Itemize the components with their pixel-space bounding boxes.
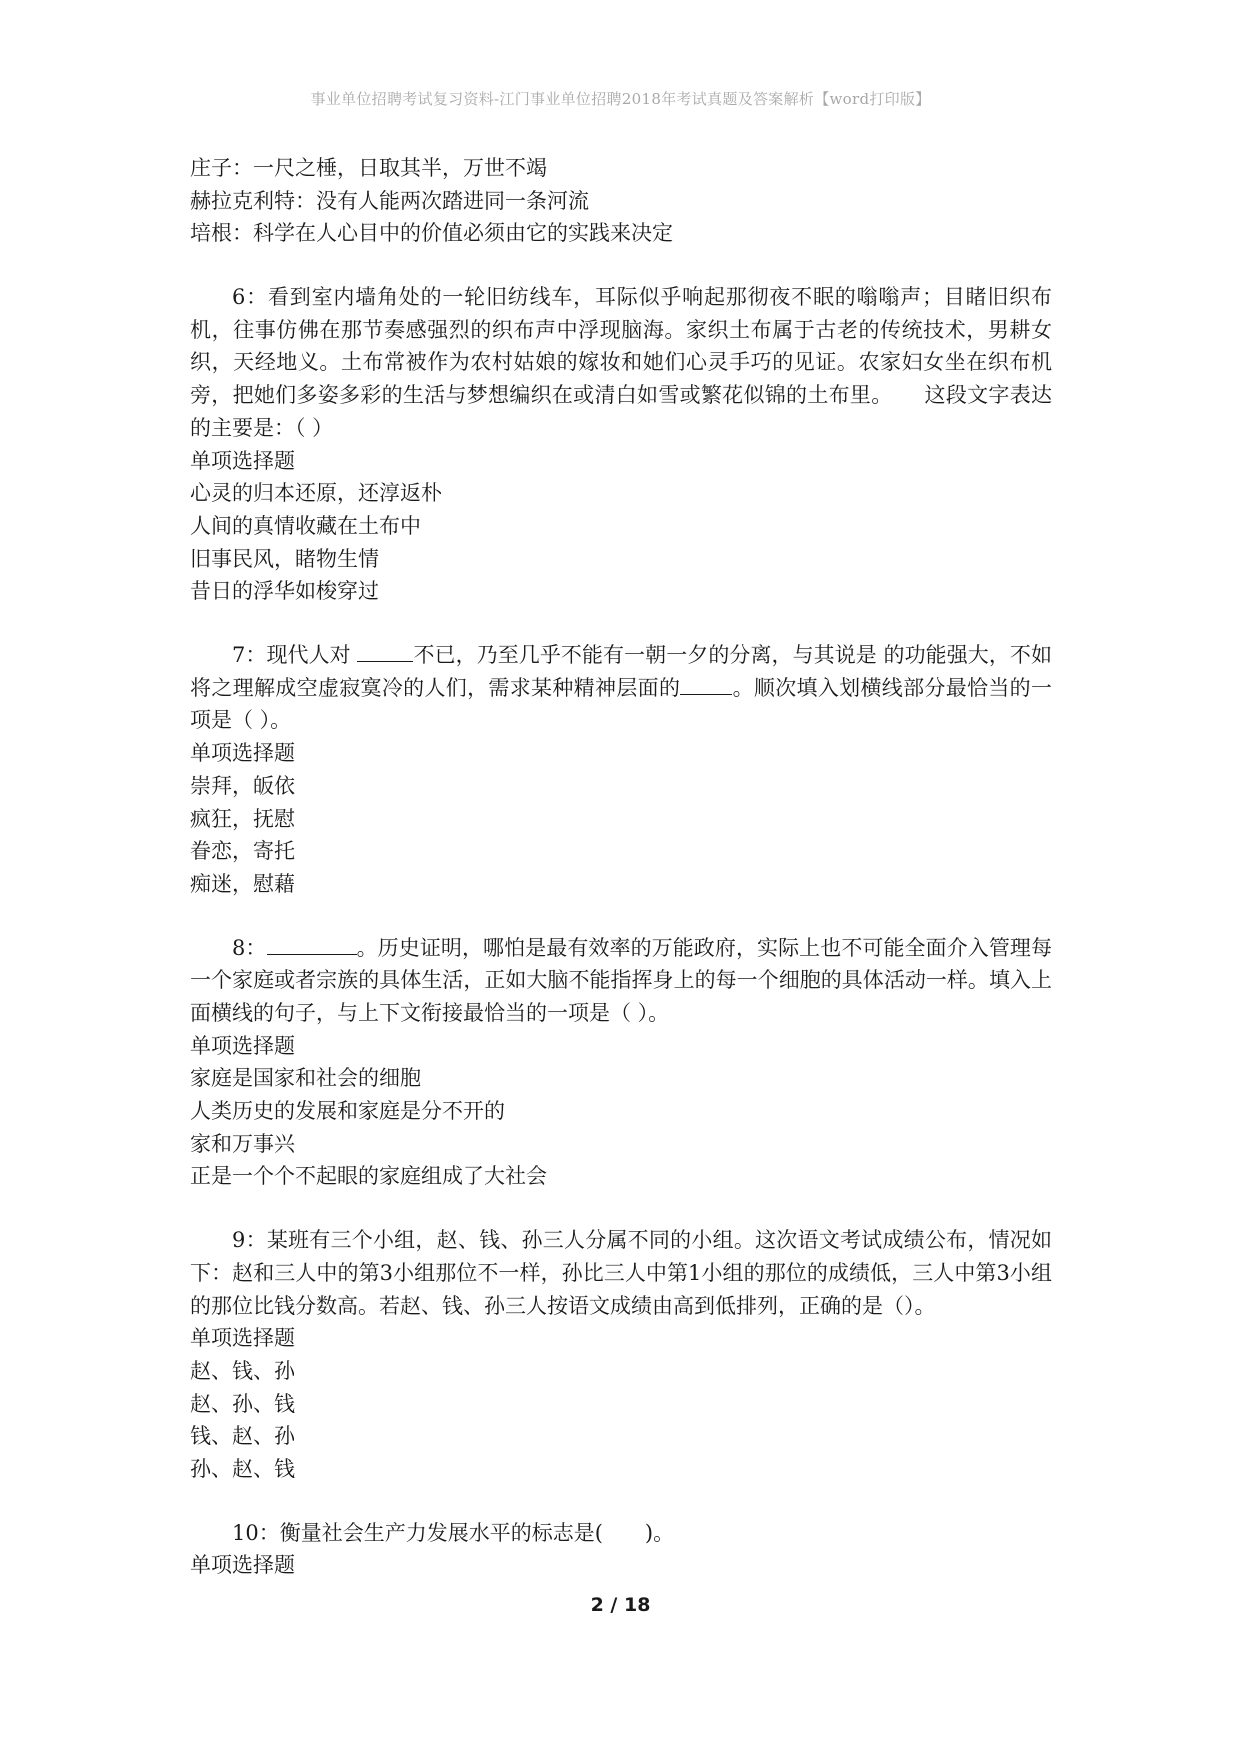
question-8-blank: [267, 932, 357, 955]
question-9-option-b: 赵、孙、钱: [190, 1391, 295, 1416]
question-6-stem: 6：看到室内墙角处的一轮旧纺线车，耳际似乎响起那彻夜不眠的嗡嗡声；目睹旧织布机，往事仿佛在那节奏感强烈的织布声中浮现脑海。家织土布属于古老的传统技术，男耕女织，天经地义。土布常被作为农村姑娘的嫁妆和她们心灵手巧的见证。农家妇女坐在织布机旁，把她们多姿多彩的生活与梦想编织在或清白如雪或繁花似锦的土布里。 这段文字表达的主要是：（ ）: [190, 285, 1052, 440]
question-7-stem-part-a: 7：现代人对: [232, 643, 358, 668]
question-7-stem: [190, 639, 1052, 737]
question-9-option-d: 孙、赵、钱: [190, 1456, 295, 1481]
question-8-stem-part-b: 。历史证明，哪怕是最有效率的万能政府，实际上也不可能全面介入管理每一个家庭或者宗族的具体生活，正如大脑不能指挥身上的每一个细胞的具体活动一样。填入上面横线的句子，与上下文衔接最恰当的一项是（ ）。: [190, 935, 1052, 1025]
question-6-option-b: 人间的真情收藏在土布中: [190, 513, 421, 538]
question-6-option-a: 心灵的归本还原，还淳返朴: [190, 481, 442, 506]
question-7-blank-2: [680, 672, 732, 695]
question-7-stem-part-c: 。顺次填入划横线部分最恰当的一项是（ ）。: [190, 675, 1053, 733]
question-7-type: 单项选择题: [190, 741, 295, 766]
page-header: 事业单位招聘考试复习资料-江门事业单位招聘2018年考试真题及答案解析【word打印版】: [310, 90, 931, 108]
question-10-type: 单项选择题: [190, 1553, 295, 1578]
page-number: 2 / 18: [590, 1594, 651, 1616]
question-9-option-c: 钱、赵、孙: [190, 1424, 295, 1449]
question-10-stem: 10：衡量社会生产力发展水平的标志是( )。: [232, 1520, 675, 1545]
question-7-option-a: 崇拜，皈依: [190, 773, 295, 798]
question-8-type: 单项选择题: [190, 1033, 295, 1058]
question-8-option-b: 人类历史的发展和家庭是分不开的: [190, 1099, 505, 1124]
question-7-option-b: 疯狂，抚慰: [190, 806, 295, 831]
question-8-option-a: 家庭是国家和社会的细胞: [190, 1066, 421, 1091]
question-7-option-d: 痴迷，慰藉: [190, 871, 295, 896]
quote-heraclitus: 赫拉克利特：没有人能两次踏进同一条河流: [190, 188, 589, 213]
quote-bacon: 培根：科学在人心目中的价值必须由它的实践来决定: [190, 221, 673, 246]
question-9-type: 单项选择题: [190, 1326, 295, 1351]
question-6-type: 单项选择题: [190, 448, 295, 473]
quote-zhuangzi: 庄子：一尺之棰，日取其半，万世不竭: [190, 156, 547, 180]
question-8-option-d: 正是一个个不起眼的家庭组成了大社会: [190, 1164, 547, 1189]
question-7-option-c: 眷恋，寄托: [190, 839, 295, 864]
question-6-option-c: 旧事民风，睹物生情: [190, 546, 379, 571]
question-6-option-d: 昔日的浮华如梭穿过: [190, 579, 379, 604]
question-8-option-c: 家和万事兴: [190, 1131, 295, 1156]
document-body: [190, 152, 1052, 1582]
question-8-stem: [190, 932, 1052, 1030]
question-7-stem-part-b: 不已，乃至几乎不能有一朝一夕的分离，与其说是 的功能强大，不如将之理解成空虚寂寞冷的人们，需求某种精神层面的: [190, 643, 1052, 700]
question-9-option-a: 赵、钱、孙: [190, 1358, 295, 1383]
question-8-stem-part-a: 8：: [232, 935, 267, 960]
question-9-stem: 9：某班有三个小组，赵、钱、孙三人分属不同的小组。这次语文考试成绩公布，情况如下：赵和三人中的第3小组那位不一样，孙比三人中第1小组的那位的成绩低，三人中第3小组的那位比钱分数高。若赵、钱、孙三人按语文成绩由高到低排列，正确的是（）。: [190, 1228, 1052, 1318]
question-7-blank-1: [357, 639, 413, 662]
